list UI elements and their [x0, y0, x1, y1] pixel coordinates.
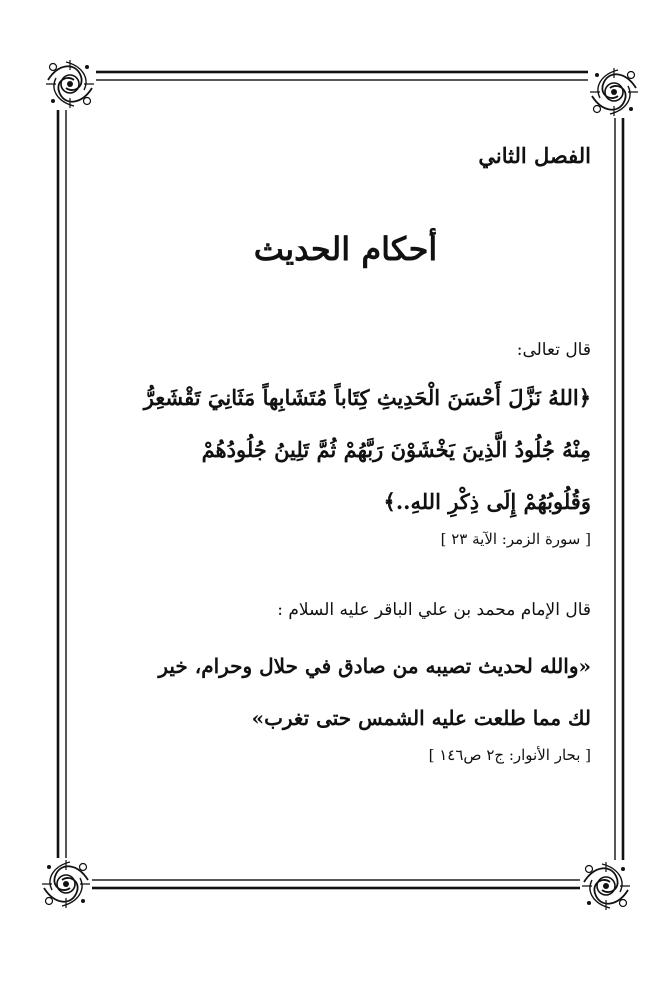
hadith-reference: [ بحار الأنوار: ج٢ ص١٤٦ ]: [428, 746, 591, 764]
hadith-line: «والله لحديث تصيبه من صادق في حلال وحرام، خير: [158, 654, 591, 678]
quran-verse-line: مِنْهُ جُلُودُ الَّذِينَ يَخْشَوْنَ رَبَّهُمْ ثُمَّ تَلِينُ جُلُودُهُمْ: [201, 437, 591, 462]
quran-verse-line: ﴿اللهُ نَزَّلَ أَحْسَنَ الْحَدِيثِ كِتَاباً مُتَشَابِهاً مَثَانِيَ تَقْشَعِرُّ: [143, 385, 591, 410]
quran-reference: [ سورة الزمر: الآية ٢٣ ]: [440, 530, 591, 548]
quran-intro: قال تعالى:: [516, 340, 591, 360]
quran-verse: [100, 372, 591, 528]
quran-verse-line: وَقُلُوبُهُمْ إِلَى ذِكْرِ اللهِ..﴾: [383, 489, 591, 514]
corner-ornament-top-left: [44, 58, 96, 110]
hadith-line: لك مما طلعت عليه الشمس حتى تغرب»: [251, 706, 591, 730]
hadith-text: [100, 640, 591, 744]
corner-ornament-bottom-right: [580, 860, 632, 912]
chapter-heading: الفصل الثاني: [478, 143, 591, 168]
page-title: أحكام الحديث: [253, 230, 438, 268]
corner-ornament-bottom-left: [40, 858, 92, 910]
hadith-intro: قال الإمام محمد بن علي الباقر عليه السلام :: [277, 600, 591, 620]
corner-ornament-top-right: [588, 66, 640, 118]
